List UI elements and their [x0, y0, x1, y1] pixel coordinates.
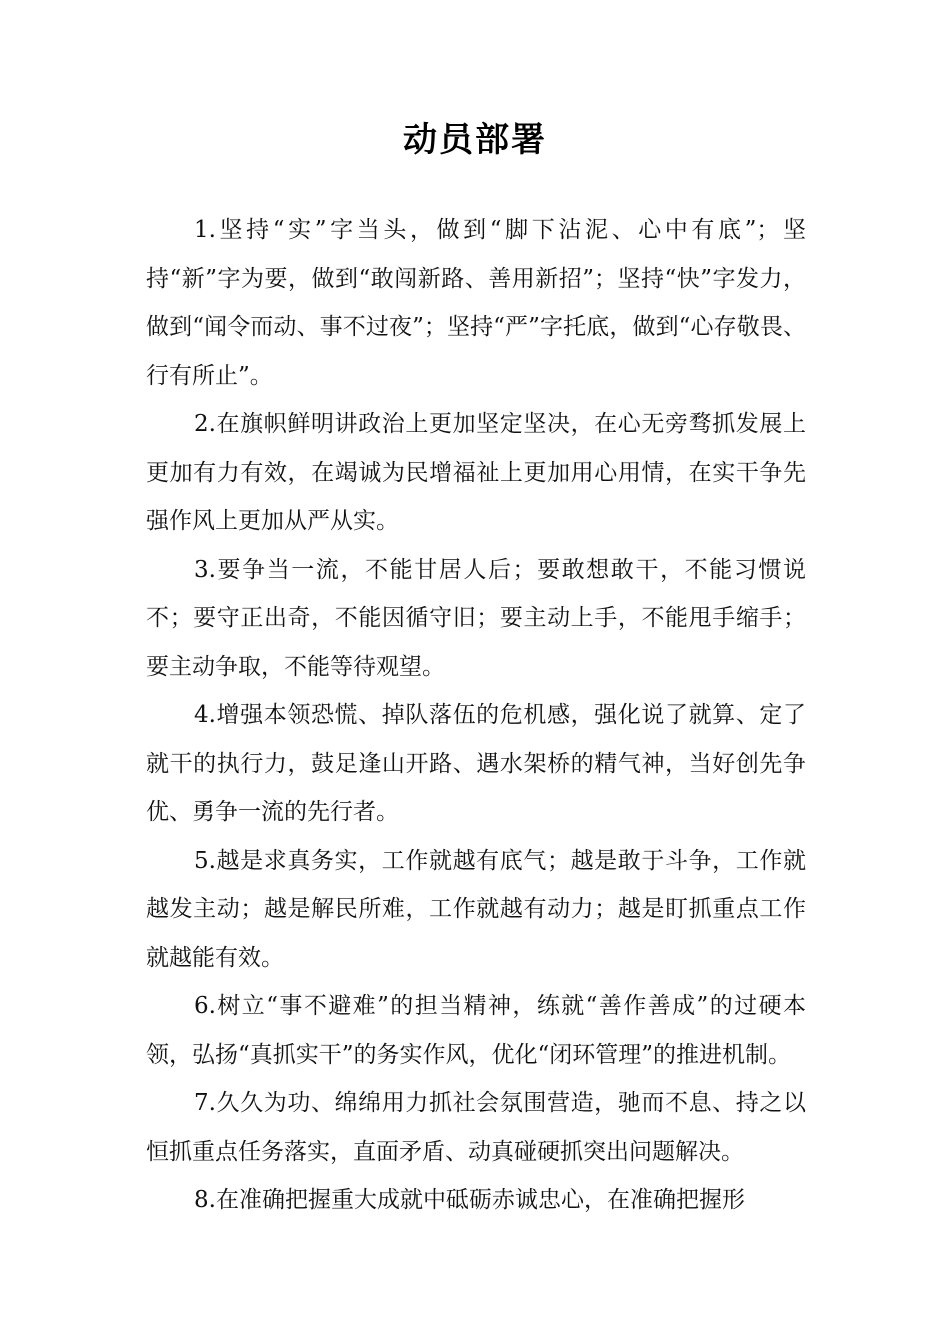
paragraph-1: 1.坚持“实”字当头，做到“脚下沾泥、心中有底”；坚持“新”字为要，做到“敢闯新路、善用新招”；坚持“快”字发力，做到“闻令而动、事不过夜”；坚持“严”字托底，做到“心存敬畏、行有所止”。 [146, 217, 806, 389]
document-body [146, 206, 806, 1225]
paragraph-4: 4.增强本领恐慌、掉队落伍的危机感，强化说了就算、定了就干的执行力，鼓足逢山开路、遇水架桥的精气神，当好创先争优、勇争一流的先行者。 [146, 702, 806, 825]
paragraph-5: 5.越是求真务实，工作就越有底气；越是敢于斗争，工作就越发主动；越是解民所难，工作就越有动力；越是盯抓重点工作就越能有效。 [146, 847, 806, 971]
paragraph-6: 6.树立“事不避难”的担当精神，练就“善作善成”的过硬本领，弘扬“真抓实干”的务实作风，优化“闭环管理”的推进机制。 [146, 993, 806, 1068]
paragraph-7: 7.久久为功、绵绵用力抓社会氛围营造，驰而不息、持之以恒抓重点任务落实，直面矛盾、动真碰硬抓突出问题解决。 [146, 1090, 806, 1165]
paragraph-2: 2.在旗帜鲜明讲政治上更加坚定坚决，在心无旁骛抓发展上更加有力有效，在竭诚为民增福祉上更加用心用情，在实干争先强作风上更加从严从实。 [146, 411, 806, 534]
paragraph-8: 8.在准确把握重大成就中砥砺赤诚忠心，在准确把握形 [194, 1187, 745, 1213]
paragraph-3: 3.要争当一流，不能甘居人后；要敢想敢干，不能习惯说不；要守正出奇，不能因循守旧；要主动上手，不能甩手缩手；要主动争取，不能等待观望。 [146, 556, 806, 680]
document-title: 动员部署 [403, 120, 547, 160]
